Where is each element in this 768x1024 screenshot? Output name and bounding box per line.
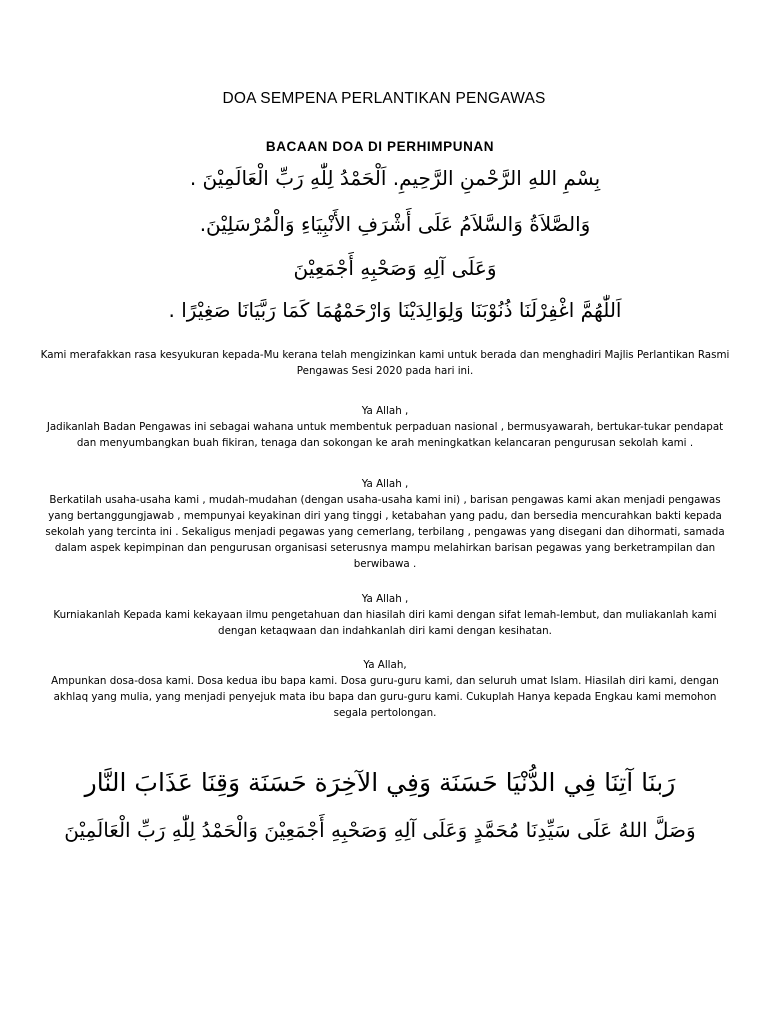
paragraph-gratitude: Kami merafakkan rasa kesyukuran kepada-Mu kerana telah mengizinkan kami untuk berada dan menghadiri Majlis Perlantikan Rasmi Pengawas Sesi 2020 pada hari ini. [40,349,730,377]
paragraph-blessing: Berkatilah usaha-usaha kami , mudah-mudahan (dengan usaha-usaha kami ini) , barisan pengawas kami akan menjadi pengawas yang bertanggungjawab , mempunyai keyakinan diri yang tinggi , ketabahan yang padu, dan bersedia mencurahkan bakti kepada sekolah yang tercinta ini . Sekaligus menjadi pegawas yang cemerlang, terbilang , pengawas yang disegani dan dihormati, samada dalam aspek kepimpinan dan pengurusan organisasi seterusnya mampu melahirkan barisan pegawas yang berketrampilan dan berwibawa . [45,494,725,570]
invocation-heading: Ya Allah , [361,478,409,490]
arabic-opening-line-2: وَالصَّلاَةُ وَالسَّلاَمُ عَلَى أَشْرَفِ الأَنْبِيَاءِ وَالْمُرْسَلِيْنَ. [199,212,591,236]
document-title: DOA SEMPENA PERLANTIKAN PENGAWAS [222,90,546,107]
arabic-closing-line-2: وَصَلَّ اللهُ عَلَى سَيِّدِنَا مُحَمَّدٍ وَعَلَى آلِهِ وَصَحْبِهِ أَجْمَعِيْنَ وَالْحَمْدُ لِلّٰهِ رَبِّ الْعَالَمِيْنَ [64,818,696,842]
arabic-opening-line-1: بِسْمِ اللهِ الرَّحْمنِ الرَّحِيمِ. اَلْحَمْدُ لِلّٰهِ رَبِّ الْعَالَمِيْنَ . [189,166,601,190]
invocation-heading: Ya Allah, [363,659,407,671]
arabic-closing-line-1: رَبنَا آتِنَا فِي الدُّنْيَا حَسَنَة وَفِي الآخِرَة حَسَنَة وَقِنَا عَذَابَ النَّار [84,768,676,797]
invocation-heading: Ya Allah , [361,593,409,605]
paragraph-unity: Jadikanlah Badan Pengawas ini sebagai wahana untuk membentuk perpaduan nasional , bermusyawarah, bertukar-tukar pendapat dan menyumbangkan buah fikiran, tenaga dan sokongan ke arah meningkatkan kelancaran pengurusan sekolah kami . [46,421,724,449]
arabic-opening-line-3: وَعَلَى آلِهِ وَصَحْبِهِ أَجْمَعِيْنَ [293,256,497,280]
paragraph-knowledge: Kurniakanlah Kepada kami kekayaan ilmu pengetahuan dan hiasilah diri kami dengan sifat lemah-lembut, dan muliakanlah kami dengan ketaqwaan dan indahkanlah diri kami dengan kesihatan. [53,609,717,637]
invocation-heading: Ya Allah , [361,405,409,417]
section-subtitle: BACAAN DOA DI PERHIMPUNAN [265,139,495,154]
paragraph-forgiveness: Ampunkan dosa-dosa kami. Dosa kedua ibu bapa kami. Dosa guru-guru kami, dan seluruh umat Islam. Hiasilah diri kami, dengan akhlaq yang mulia, yang menjadi penyejuk mata ibu bapa dan guru-guru kami. Cukuplah Hanya kepada Engkau kami memohon segala pertolongan. [51,675,719,719]
arabic-opening-line-4: اَللّٰهُمَّ اغْفِرْلَنَا ذُنُوْبَنَا وَلِوَالِدَيْنَا وَارْحَمْهُمَا كَمَا رَبَّيَانَا صَغِيْرًا . [168,298,622,322]
